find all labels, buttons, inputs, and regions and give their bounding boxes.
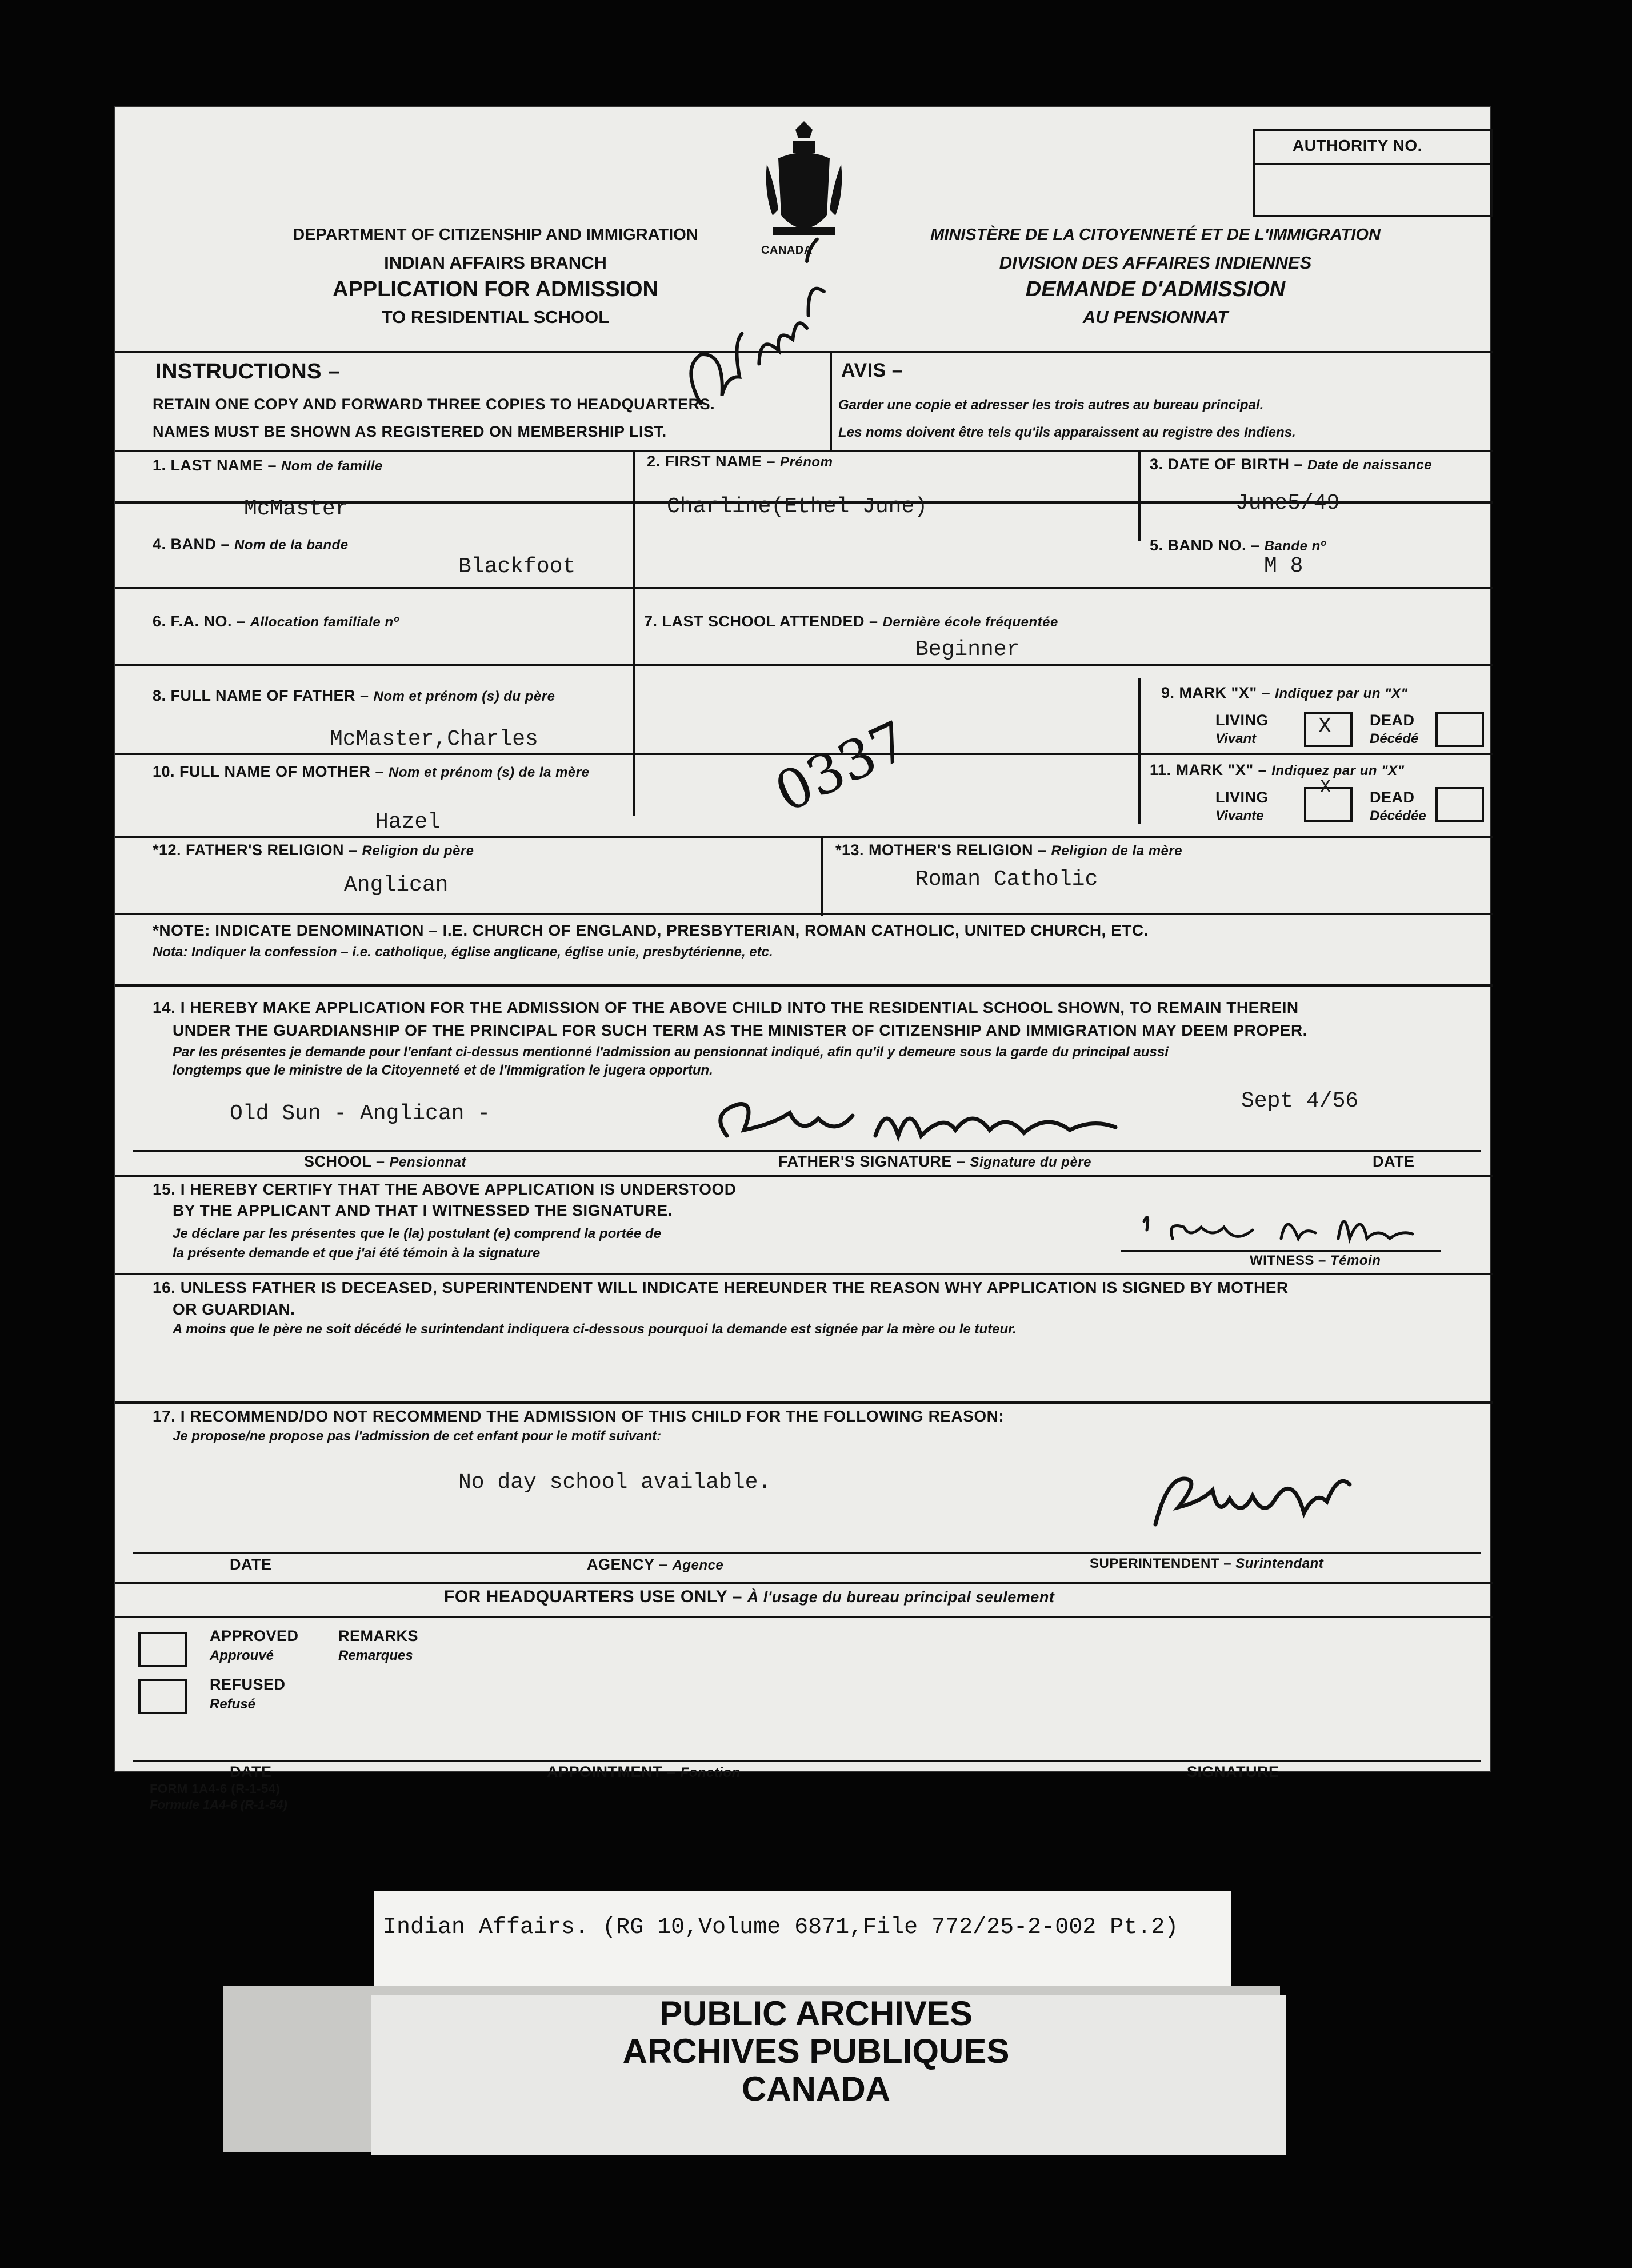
father-decede-label: Décédé	[1370, 731, 1419, 746]
s16-line2: OR GUARDIAN.	[173, 1300, 295, 1318]
band-no-label: 5. BAND NO. – Bande nº	[1150, 537, 1326, 554]
refused-checkbox[interactable]	[138, 1679, 187, 1714]
band-label: 4. BAND – Nom de la bande	[153, 536, 349, 553]
mother-dead-checkbox[interactable]	[1435, 787, 1484, 822]
s17-line1: 17. I RECOMMEND/DO NOT RECOMMEND THE ADMISSION OF THIS CHILD FOR THE FOLLOWING REASON:	[153, 1407, 1005, 1425]
archive-caption: Indian Affairs. (RG 10,Volume 6871,File 772/25-2-002 Pt.2)	[383, 1915, 1179, 1940]
header-en-line4: TO RESIDENTIAL SCHOOL	[381, 307, 610, 327]
father-signature	[704, 1090, 1150, 1153]
header-en-line1: DEPARTMENT OF CITIZENSHIP AND IMMIGRATION	[293, 226, 698, 244]
mother-vivante-label: Vivante	[1215, 808, 1264, 824]
agency-label: AGENCY – Agence	[587, 1556, 724, 1573]
mother-decedee-label: Décédée	[1370, 808, 1426, 824]
authority-no-label: AUTHORITY NO.	[1293, 137, 1422, 154]
band-value: Blackfoot	[458, 554, 576, 579]
superintendent-label: SUPERINTENDENT – Surintendant	[1090, 1556, 1324, 1571]
school-value: Old Sun - Anglican -	[230, 1101, 491, 1126]
handwritten-number: 0337	[766, 709, 918, 825]
header-fr-line1: MINISTÈRE DE LA CITOYENNETÉ ET DE L'IMMIGRATION	[930, 226, 1381, 244]
avis-title: AVIS –	[841, 360, 903, 381]
last-name-label: 1. LAST NAME – Nom de famille	[153, 457, 383, 474]
header-en-line2: INDIAN AFFAIRS BRANCH	[384, 253, 607, 273]
recommend-reason-value: No day school available.	[458, 1470, 771, 1495]
s17-date-label: DATE	[230, 1556, 272, 1573]
last-school-value: Beginner	[915, 637, 1020, 662]
mother-dead-label: DEAD	[1370, 789, 1415, 806]
father-vivant-label: Vivant	[1215, 731, 1257, 746]
s14-line2: UNDER THE GUARDIANSHIP OF THE PRINCIPAL FOR SUCH TERM AS THE MINISTER OF CITIZENSHIP AND IMMIGRATION MAY DEEM PROPER.	[173, 1021, 1307, 1039]
mother-religion-value: Roman Catholic	[915, 867, 1098, 892]
hq-title: FOR HEADQUARTERS USE ONLY – À l'usage du bureau principal seulement	[444, 1587, 1055, 1606]
first-name-label: 2. FIRST NAME – Prénom	[647, 453, 833, 470]
approved-label: APPROVED	[210, 1627, 299, 1644]
remarks-label: REMARKS	[338, 1627, 419, 1644]
approved-checkbox[interactable]	[138, 1632, 187, 1667]
father-dead-label: DEAD	[1370, 712, 1415, 729]
last-name-value: McMaster	[244, 497, 349, 521]
s15-fr2: la présente demande et que j'ai été témoin à la signature	[173, 1245, 541, 1261]
approuve-label: Approuvé	[210, 1648, 274, 1663]
s15-fr1: Je déclare par les présentes que le (la) postulant (e) comprend la portée de	[173, 1226, 661, 1241]
father-name-value: McMaster,Charles	[330, 727, 538, 752]
father-living-x: X	[1318, 714, 1331, 739]
avis-line2: Les noms doivent être tels qu'ils apparaissent au registre des Indiens.	[838, 425, 1296, 440]
superintendent-signature	[1133, 1467, 1373, 1542]
father-dead-checkbox[interactable]	[1435, 712, 1484, 747]
header-en-title: APPLICATION FOR ADMISSION	[333, 277, 658, 301]
mother-mark-label: 11. MARK "X" – Indiquez par un "X"	[1150, 761, 1405, 778]
school-label: SCHOOL – Pensionnat	[304, 1153, 466, 1170]
s14-fr2: longtemps que le ministre de la Citoyenneté et de l'Immigration le jugera opportun.	[173, 1063, 713, 1078]
s14-line1: 14. I HEREBY MAKE APPLICATION FOR THE ADMISSION OF THE ABOVE CHILD INTO THE RESIDENTIAL SCHOOL SHOWN, TO REMAIN THEREIN	[153, 999, 1299, 1016]
archive-line3: CANADA	[742, 2070, 890, 2108]
header-fr-line2: DIVISION DES AFFAIRES INDIENNES	[999, 253, 1312, 273]
hq-date-label: DATE	[230, 1763, 272, 1780]
canada-label: CANADA	[761, 244, 813, 257]
s14-fr1: Par les présentes je demande pour l'enfant ci-dessus mentionné l'admission au pensionnat indiqué, afin qu'il y demeure sous la garde du principal aussi	[173, 1044, 1169, 1060]
appointment-label: APPOINTMENT – Fonction	[547, 1763, 741, 1780]
mother-name-label: 10. FULL NAME OF MOTHER – Nom et prénom (s) de la mère	[153, 763, 590, 780]
application-form	[114, 106, 1491, 1812]
mother-living-x: X	[1320, 777, 1331, 798]
hq-signature-label: SIGNATURE	[1187, 1763, 1279, 1780]
header-fr-title: DEMANDE D'ADMISSION	[1025, 277, 1286, 301]
s14-date-label: DATE	[1373, 1153, 1415, 1170]
canada-coat-of-arms-icon	[761, 118, 847, 261]
s15-line1: 15. I HEREBY CERTIFY THAT THE ABOVE APPLICATION IS UNDERSTOOD	[153, 1180, 737, 1198]
header-fr-line4: AU PENSIONNAT	[1082, 307, 1229, 327]
s16-fr: A moins que le père ne soit décédé le surintendant indiquera ci-dessous pourquoi la demande est signée par la mère ou le tuteur.	[173, 1321, 1017, 1337]
note-en: *NOTE: INDICATE DENOMINATION – I.E. CHURCH OF ENGLAND, PRESBYTERIAN, ROMAN CATHOLIC, UNITED CHURCH, ETC.	[153, 921, 1149, 939]
refused-label: REFUSED	[210, 1676, 286, 1693]
s17-fr: Je propose/ne propose pas l'admission de cet enfant pour le motif suivant:	[173, 1428, 662, 1444]
avis-line1: Garder une copie et adresser les trois autres au bureau principal.	[838, 397, 1264, 413]
father-name-label: 8. FULL NAME OF FATHER – Nom et prénom (s) du père	[153, 687, 555, 704]
s16-line1: 16. UNLESS FATHER IS DECEASED, SUPERINTENDENT WILL INDICATE HEREUNDER THE REASON WHY APPLICATION IS SIGNED BY MOTHER	[153, 1279, 1289, 1296]
witness-signature	[1133, 1199, 1430, 1253]
form-code: FORM 1A4-6 (R-1-54)	[150, 1782, 281, 1796]
mother-living-label: LIVING	[1215, 789, 1269, 806]
application-date-value: Sept 4/56	[1241, 1089, 1359, 1113]
form-code-fr: Formule 1A4-6 (R-1-54)	[150, 1798, 287, 1812]
date-of-birth-label: 3. DATE OF BIRTH – Date de naissance	[1150, 456, 1432, 473]
first-name-value: Charline(Ethel June)	[667, 494, 928, 519]
date-of-birth-value: June5/49	[1235, 491, 1340, 516]
instructions-line2: NAMES MUST BE SHOWN AS REGISTERED ON MEMBERSHIP LIST.	[153, 423, 667, 440]
father-living-label: LIVING	[1215, 712, 1269, 729]
father-signature-label: FATHER'S SIGNATURE – Signature du père	[778, 1153, 1092, 1170]
band-no-value: M 8	[1264, 554, 1303, 578]
s15-line2: BY THE APPLICANT AND THAT I WITNESSED THE SIGNATURE.	[173, 1201, 673, 1219]
refuse-label: Refusé	[210, 1696, 256, 1712]
instructions-title: INSTRUCTIONS –	[155, 360, 341, 384]
fa-no-label: 6. F.A. NO. – Allocation familiale nº	[153, 613, 399, 630]
last-school-label: 7. LAST SCHOOL ATTENDED – Dernière école fréquentée	[644, 613, 1058, 630]
mother-name-value: Hazel	[375, 810, 441, 834]
father-religion-label: *12. FATHER'S RELIGION – Religion du père	[153, 841, 474, 859]
admit-handwriting	[658, 244, 875, 393]
note-fr: Nota: Indiquer la confession – i.e. catholique, église anglicane, église unie, presbytérienne, etc.	[153, 944, 773, 960]
father-religion-value: Anglican	[344, 873, 449, 897]
father-mark-label: 9. MARK "X" – Indiquez par un "X"	[1161, 684, 1408, 701]
mother-religion-label: *13. MOTHER'S RELIGION – Religion de la mère	[835, 841, 1183, 859]
archive-line1: PUBLIC ARCHIVES	[659, 1994, 973, 2033]
archive-line2: ARCHIVES PUBLIQUES	[622, 2032, 1010, 2070]
witness-label: WITNESS – Témoin	[1250, 1253, 1381, 1268]
instructions-line1: RETAIN ONE COPY AND FORWARD THREE COPIES TO HEADQUARTERS.	[153, 396, 715, 413]
remarques-label: Remarques	[338, 1648, 413, 1663]
